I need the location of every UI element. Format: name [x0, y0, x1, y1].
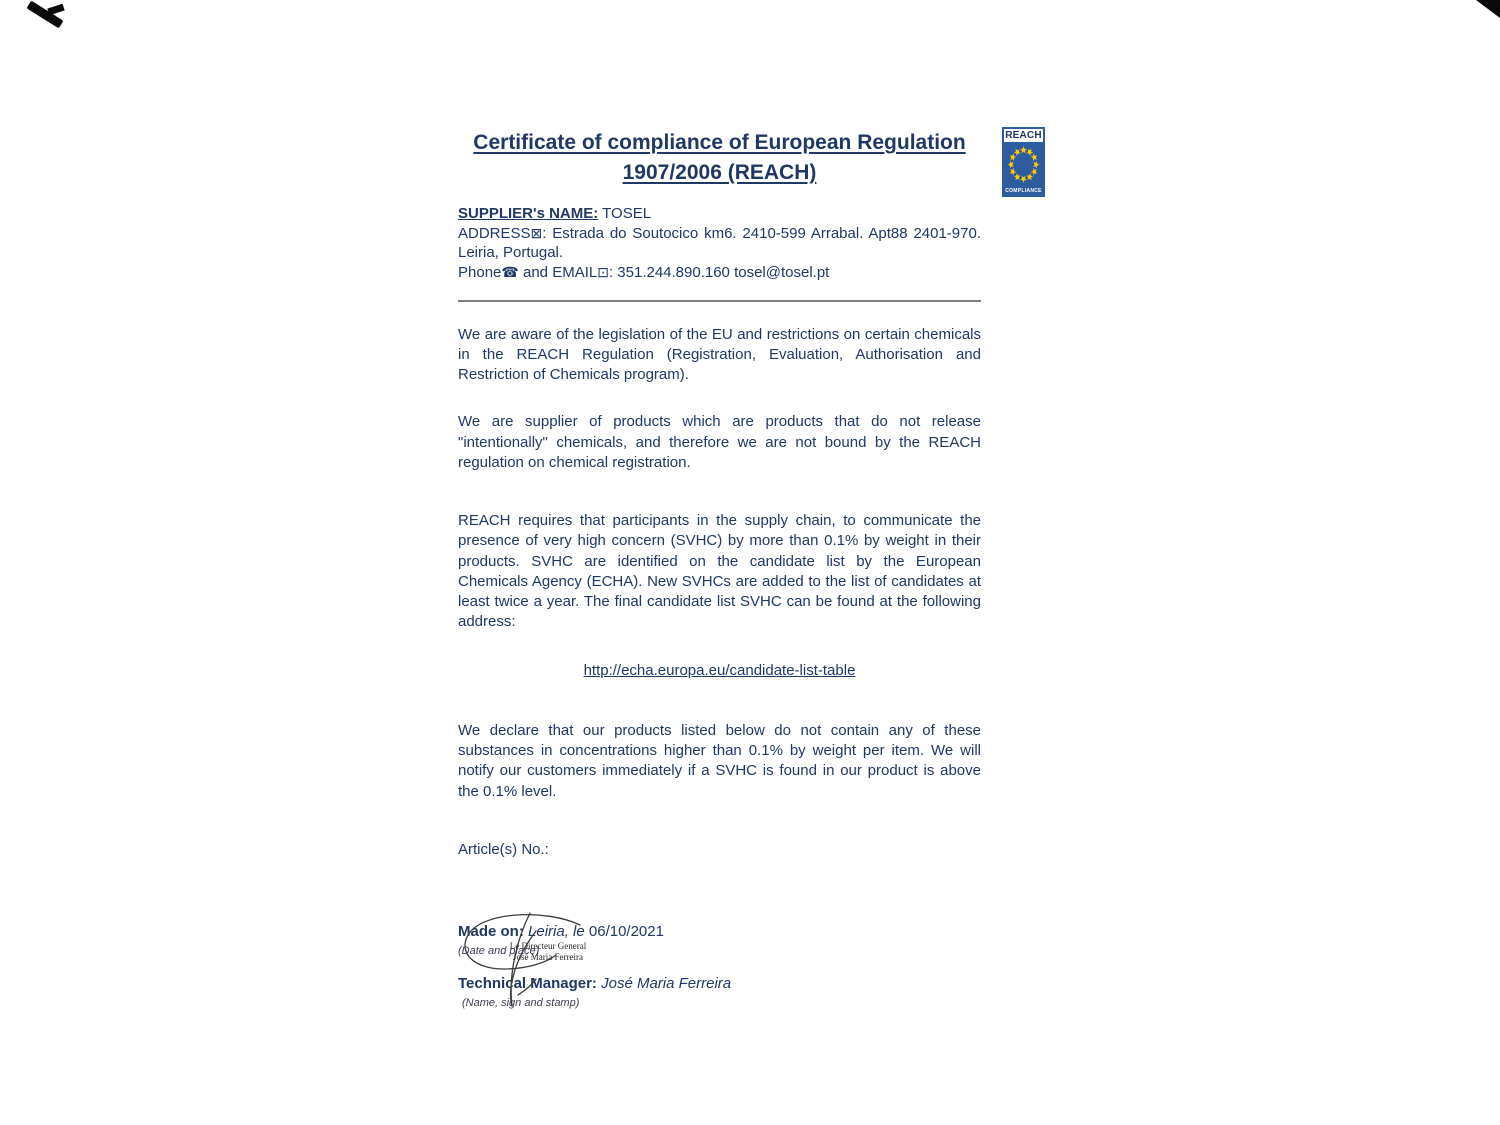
title-line-2: 1907/2006 (REACH): [622, 161, 817, 184]
contact-value: : 351.244.890.160 tosel@tosel.pt: [608, 263, 830, 281]
paragraph-awareness: We are aware of the legislation of the EU and restrictions on certain chemicals in the REACH Regulation (Registration, Evaluation, Authorisation and Restriction of Chemicals program).: [458, 325, 981, 384]
date-place-note: (Date and place): [458, 945, 540, 958]
candidate-list-link-line: [458, 661, 981, 681]
made-on-date: 06/10/2021: [588, 923, 664, 941]
supplier-contact-block: [458, 205, 981, 283]
technical-manager-label: Technical Manager:: [458, 975, 597, 993]
stamp-line-1: Le Directeur General: [509, 941, 587, 951]
stamp-text: [488, 941, 608, 963]
email-connector: and EMAIL: [518, 263, 598, 281]
made-on-place: Leiria, le: [523, 923, 589, 941]
supplier-name-value: TOSEL: [598, 205, 652, 222]
signature-area: [452, 903, 632, 1018]
section-divider: [458, 300, 981, 302]
certificate-title: [458, 128, 981, 188]
compliance-label: COMPLIANCE: [1005, 188, 1042, 194]
paragraph-supplier-statement: We are supplier of products which are products that do not release "intentionally" chemicals, and therefore we are not bound by the REACH regulation on chemical registration.: [458, 413, 981, 471]
fax-icon: ⊡: [597, 263, 609, 280]
phone-label: Phone: [458, 263, 502, 281]
name-sign-note: (Name, sign and stamp): [462, 997, 580, 1010]
certificate-body: [458, 128, 981, 1011]
paragraph-declaration: We declare that our products listed below do not contain any of these substances in concentrations higher than 0.1% by weight per item. We will notify our customers immediately if a SVHC is found in our product is above the 0.1% level.: [458, 721, 981, 800]
envelope-icon: ⊠: [530, 224, 543, 241]
address-label: ADDRESS: [458, 224, 531, 242]
stamp-line-2: José Maria Ferreira: [513, 952, 583, 962]
candidate-list-link[interactable]: http://echa.europa.eu/candidate-list-table: [583, 661, 856, 679]
technical-manager-value: José Maria Ferreira: [596, 975, 732, 993]
address-value: : Estrada do Soutocico km6. 2410-599 Arrabal. Apt88 2401-970. Leiria, Portugal.: [458, 224, 981, 261]
articles-label: Article(s) No.:: [458, 840, 549, 858]
made-on-label: Made on:: [458, 923, 524, 941]
supplier-name-line: [458, 205, 981, 224]
address-line: [458, 225, 981, 263]
reach-logo-label: REACH: [1005, 130, 1042, 141]
paragraph-svhc-requirement: REACH requires that participants in the supply chain, to communicate the presence of very high concern (SVHC) by more than 0.1% by weight in their products. SVHC are identified on the candidate list by the European Chemicals Agency (ECHA). New SVHCs are added to the list of candidates at least twice a year. The final candidate list SVHC can be found at the following address:: [458, 512, 981, 631]
title-line-1: Certificate of compliance of European Regulation: [473, 131, 966, 154]
phone-email-line: [458, 264, 981, 283]
scan-artifact-top-right: [1470, 0, 1500, 18]
eu-flag-icon: [1004, 142, 1043, 187]
phone-icon: ☎: [501, 263, 519, 280]
scan-artifact-top-left-2: [47, 4, 64, 16]
supplier-name-label: SUPPLIER's NAME:: [458, 205, 599, 222]
reach-compliance-logo: [1002, 127, 1045, 197]
